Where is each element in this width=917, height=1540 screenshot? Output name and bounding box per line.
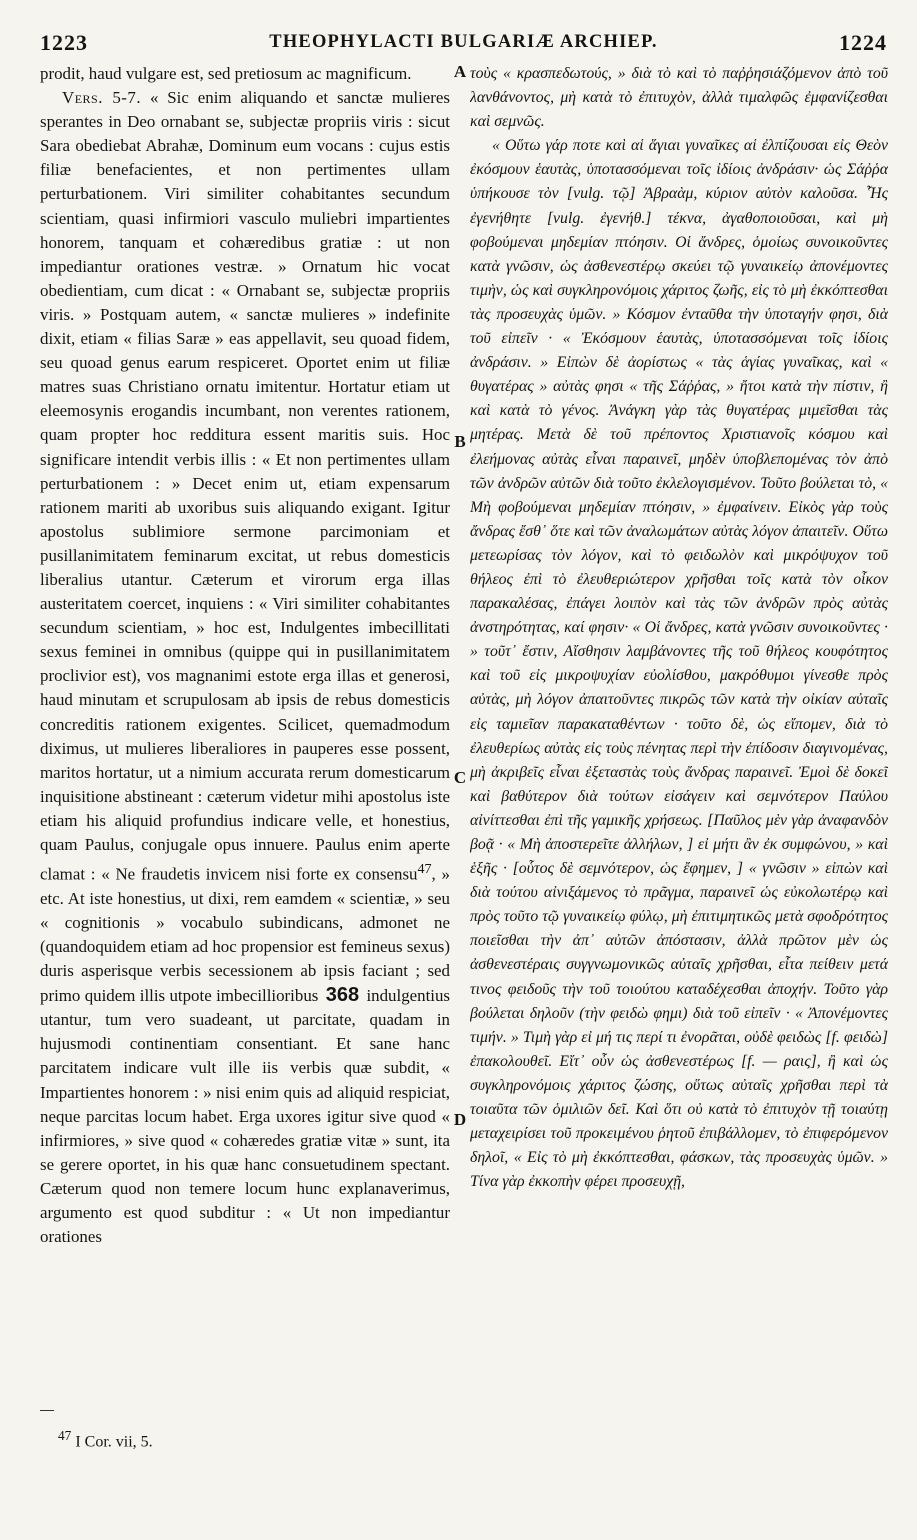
margin-marker-a: A (453, 62, 467, 81)
latin-paragraph-commentary (40, 86, 450, 1249)
column-number-368: 368 (325, 984, 360, 1007)
footnote-divider (40, 1410, 54, 1411)
greek-column (470, 62, 888, 1422)
footnote-number: 47 (58, 1428, 72, 1443)
margin-marker-d: D (453, 1110, 467, 1129)
running-title: THEOPHYLACTI BULGARIÆ ARCHIEP. (269, 32, 658, 52)
margin-marker-b: B (454, 432, 466, 451)
page-number-left: 1223 (40, 30, 88, 55)
latin-text-part-a: « Sic enim aliquando et sanctæ mulieres sperantes in Deo ornabant se, subjectæ propriis viris : sicut Sara obediebat Abrahæ, Dominum eum vocans : cujus estis filiæ benefacientes, et non pertimentes ullam perturbationem. Viri similiter cohabitantes secundum scientiam, quasi infirmiori vasculo muliebri impartientes honorem, tanquam et cohæredibus gratiæ : ut non impediantur orationes vestræ. » Ornatum hic vocat obedientiam, cum dicat : « Ornabant se, subjectæ propriis viris. » Postquam autem, « sanctæ mulieres » indefinite dixit, etiam « filias Saræ » eas appellavit, seu quoad fidem, seu quoad genus earum respiceret. Oportet enim ut filiæ matres suas Christiano ornatu imitentur. Hortatur etiam ut eleemosynis erogandis incumbant, non verentes rationem, quam propter hoc redditura essent maritis suis. Hoc significare intendit verbis illis : « Et non pertimentes ullam perturbationem : » Decet enim ut, etiam expensarum rationem mariti ab uxoribus suis aliquando exigant. Igitur apostolus sublimiore sermone parcimoniam et pusillanimitatem feminarum excitat, ut rebus domesticis liberalius utantur. Cæterum et virorum erga illas austeritatem coercet, inquiens : « Viri similiter cohabitantes secundum scientiam, » hoc est, Indulgentes imbecillitati sexus feminei in omnibus (quippe qui in pusillanimitatem proclivior est), vos magnanimi estote erga illas et generosi, haud minutam et scrupulosam ab ipsis de rebus domesticis concreditis rationem exigentes. Scilicet, quemadmodum diximus, ut mulieres liberaliores in pauperes esse possent, maritos hortatur, ut a nimium accurata rerum domesticarum inquisitione abstineant : cæterum videtur mihi apostolus iste etiam his aliquid profundius indicare velle, et honestius, quam Paulus, conjugale opus innuere. Paulus enim aperte clamat : « Ne fraudetis invicem nisi forte ex consensu (40, 88, 450, 884)
latin-paragraph-continuation: prodit, haud vulgare est, sed pretiosum ac magnificum. (40, 64, 412, 83)
page-header (40, 30, 887, 60)
greek-paragraph-continuation: τοὺς « κρασπεδωτούς, » διὰ τὸ καὶ τὸ παῤῥησιάζόμενον ἀπὸ τοῦ λανθάνοντος, μὴ κατὰ τὸ ἐπιτυχὸν, ἀλλὰ τιμαλφῶς ἐμφανίζεσθαι καὶ σεμνῶς. (470, 65, 888, 131)
footnote-reference: 47 (417, 861, 432, 878)
greek-paragraph-commentary: « Οὕτω γάρ ποτε καὶ αἱ ἅγιαι γυναῖκες αἱ ἐλπίζουσαι εἰς Θεὸν ἐκόσμουν ἑαυτὰς, ὑποτασσόμεναι τοῖς ἰδίοις ἀνδράσιν· ὡς Σάῤῥα ὑπήκουσε τὸν [vulg. τῷ] Ἀβραὰμ, κύριον αὐτὸν καλοῦσα. Ἧς ἐγενήθητε [vulg. ἐγενήθ.] τέκνα, ἀγαθοποιοῦσαι, καὶ μὴ φοβούμεναι μηδεμίαν πτόησιν. Οἱ ἄνδρες, ὁμοίως συνοικοῦντες κατὰ γνῶσιν, ὡς ἀσθενεστέρῳ σκεύει τῷ γυναικείῳ ἀπονέμοντες τιμὴν, ὡς καὶ συγκληρονόμοις χάριτος ζωῆς, εἰς τὸ μὴ ἐκκόπτεσθαι τὰς προσευχὰς ὑμῶν. » Κόσμον ἐνταῦθα τὴν ὑποταγήν φησι, διὰ τοῦ εἰπεῖν · « Ἐκόσμουν ἑαυτὰς, ὑποτασσόμεναι τοῖς ἰδίοις ἀνδράσιν. » Εἰπὼν δὲ ἀορίστως « τὰς ἁγίας γυναῖκας, καὶ « θυγατέρας » αὐτὰς φησι « τῆς Σάῤῥας, » ἤτοι κατὰ τὴν πίστιν, ἢ καὶ κατὰ τὸ γένος. Ἀνάγκη γὰρ τὰς θυγατέρας μιμεῖσθαι τὰς μητέρας. Μετὰ δὲ τοῦ πρέποντος Χριστιανοῖς κόσμου καὶ ἐλεήμονας αὐτὰς εἶναι παραινεῖ, μηδὲν ὑποβλεπομένας τὸν ἀπὸ τῶν ἀνδρῶν αὐτῶν διὰ τοῦτο ἐκλελογισμένον. Τοῦτο βούλεται τὸ, « Μὴ φοβούμεναι μηδεμίαν πτόησιν, » ἐμφαίνειν. Εἰκὸς γὰρ τοὺς ἄνδρας ἔσθ᾽ ὅτε καὶ τῶν ἀναλωμάτων αὐτὰς λόγον ἀπαιτεῖν. Οὕτω μετεωρίσας τὸν λόγον, καὶ τὸ φειδωλὸν καὶ μικρόψυχον τοῦ θήλεος ἐπὶ τὸ ἐλευθεριώτερον χρῆσθαι τοῖς κατὰ τὸν οἶκον παρακαλέσας, ἐπάγει λοιπὸν καὶ τὰς τῶν ἀνδρῶν πρὸς αὐτὰς ἀνστηρότητας, καί φησιν· « Οἱ ἄνδρες, κατὰ γνῶσιν συνοικοῦντες · » τοῦτ᾽ ἔστιν, Αἴσθησιν λαμβάνοντες τῆς τοῦ θήλεος κουφότητος καὶ τοῦ εἰς μικροψυχίαν εὐολίσθου, μακρόθυμοι γίνεσθε πρὸς αὐτὰς, μὴ λόγον ἀπαιτοῦντες πικρῶς τῶν κατὰ τὴν οἰκίαν αὐταῖς εἰς ταμιεῖαν παρακαταθέντων · τοῦτο δὲ, ὡς εἴπομεν, διὰ τὸ ἐλευθερίως αὐτὰς εἰς τοὺς πένητας περὶ τὴν ἐπίδοσιν διαγινομένας, μὴ ἀκριβεῖς εἶναι ἐξεταστὰς τοὺς ἄνδρας παραινεῖ. Ἐμοὶ δὲ δοκεῖ καὶ βαθύτερον διὰ τούτων εἰσάγειν καὶ σεμνότερον Παύλου αἰνίττεσθαι ἐπὶ τῆς γαμικῆς χρήσεως. [Παῦλος μὲν γὰρ ἀναφανδὸν βοᾷ · « Μὴ ἀποστερεῖτε ἀλλήλων, ] εἰ μήτι ἂν ἐκ συμφώνου, » καὶ ἑξῆς · [οὗτος δὲ σεμνότερον, ὡς ἔφημεν, ] « γνῶσιν » εἰπὼν καὶ διὰ τούτου αἰνιξάμενος τὸ πρᾶγμα, παραινεῖ ὡς εὐκολωτέρῳ καὶ πρὸς τοῦτο τῷ γυναικείῳ φύλῳ, μὴ ἐπιτιμητικῶς μετὰ σφοδρότητος ποιεῖσθαι τὴν ἀπ᾽ αὐτῶν ἀπόστασιν, ἀλλὰ πρῶτον μὲν ὡς ἀσθενεστέραις συγγνωμονικῶς αὐταῖς χρῆσθαι, εἶτα πείθειν μετά τινος φειδοῦς τὴν τοῦ τοιούτου καταδέχεσθαι ἀποχήν. Τοῦτο γὰρ βούλεται δηλοῦν (τὴν φειδὼ φημι) διὰ τοῦ εἰπεῖν · « Ἀπονέμοντες τιμήν. » Τιμὴ γὰρ εἰ μή τις περί τι ἐνορᾶται, οὐδὲ φειδὼς [f. φειδὼ] ἐπακολουθεῖ. Εἴτ᾽ οὖν ὡς ἀσθενεστέρως [f. — ραις], ἢ καὶ ὡς συγκληρονόμοις χάριτος ζώσης, οὕτως αὐταῖς χρῆσθαι περὶ τὰ τοιαῦτα τῶν ὁμιλιῶν δεῖ. Καὶ ὅτι οὐ κατὰ τὸ ἐπιτυχὸν τῇ τοιαύτῃ μεταχειρίσει τοῦ προκειμένου ῥητοῦ ἐπιβάλλομεν, τὸ ἐπιφερόμενον δηλοῖ, « Εἰς τὸ μὴ ἐκκόπτεσθαι, φάσκων, τὰς προσευχὰς ὑμῶν. » Τίνα γὰρ ἐκκοπὴν φέρει προσευχῇ, (470, 137, 888, 1191)
latin-text-part-c: indulgentius utantur, tum vero suadeant, ut parcitate, quadam in hujusmodi continentiam consentiant. Et sane hanc parcitatem indicare vult ille iis verbis quæ subdit, « Impartientes honorem : » nisi enim quis ad aliquid respiciat, neque parcitas locum habet. Erga uxores igitur sive quod « infirmiores, » sive quod « cohæredes gratiæ vitæ » sunt, ita se gerere oportet, in his quæ hanc consuetudinem spectant. Cæterum quod non temere locum hunc explanaverimus, argumento est quod subditur : « Ut non impediantur orationes (40, 986, 450, 1247)
footnote-text: I Cor. vii, 5. (75, 1433, 153, 1451)
latin-column (40, 62, 450, 1422)
footnote (58, 1428, 153, 1451)
page-number-right: 1224 (839, 30, 887, 55)
latin-text-part-b: , » etc. At iste honestius, ut dixi, rem eamdem « scientiæ, » seu « cognitionis » vocabulo subindicans, admonet ne (quandoquidem etiam ad hoc propensior est femineus sexus) duris asperisque verbis secessionem ab ipsis faciant ; sed primo quidem illis utpote imbecillioribus (40, 864, 450, 1006)
margin-marker-c: C (453, 768, 467, 787)
verse-label: Vers. 5-7. (62, 88, 142, 108)
